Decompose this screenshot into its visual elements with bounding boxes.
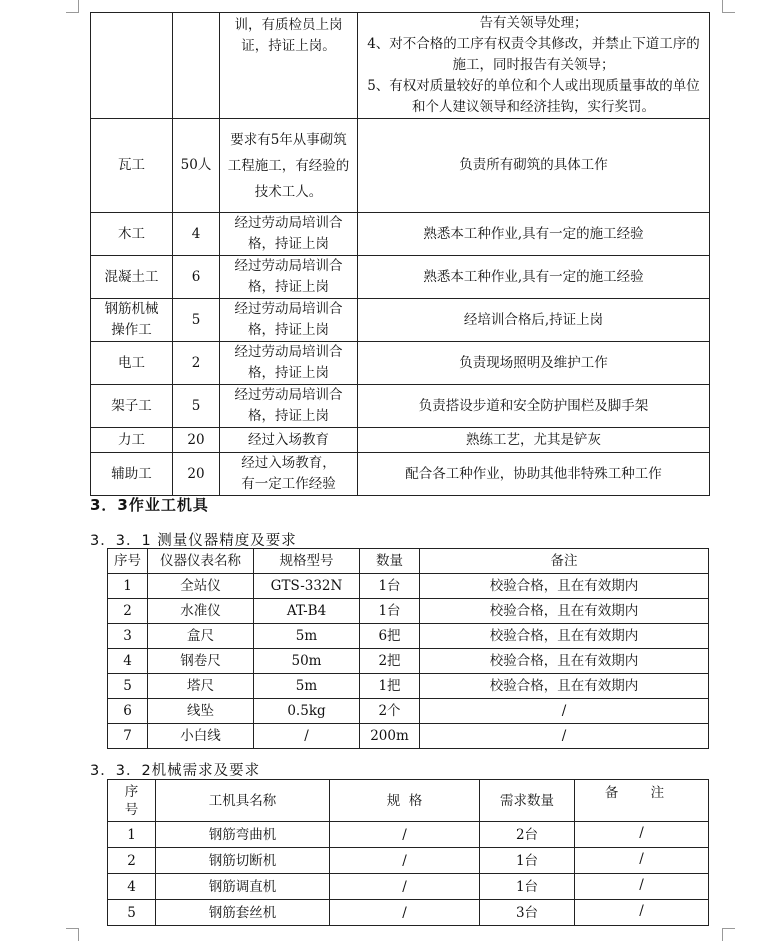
instrument-remark: 校验合格，且在有效期内: [420, 574, 709, 599]
machine-index: 4: [108, 874, 156, 900]
column-header: 备 注: [575, 780, 709, 822]
staff-role: [91, 13, 173, 119]
staff-count: 50人: [173, 119, 220, 213]
instrument-spec: 0.5kg: [254, 699, 360, 724]
staff-role: 混凝土工: [91, 256, 173, 299]
staff-duty: 负责搭设步道和安全防护围栏及脚手架: [358, 385, 710, 428]
machine-spec: /: [330, 848, 480, 874]
staff-duty: 配合各工种作业，协助其他非特殊工种工作: [358, 453, 710, 496]
section-heading: 3．3作业工机具: [90, 496, 209, 514]
page-corner-mark-bottom-right: [722, 928, 735, 941]
staff-count: 5: [173, 299, 220, 342]
instrument-remark: 校验合格，且在有效期内: [420, 674, 709, 699]
instrument-name: 线坠: [148, 699, 254, 724]
table-row: [108, 599, 709, 624]
staff-count: 20: [173, 453, 220, 496]
staff-role: 木工: [91, 213, 173, 256]
table-row: [91, 385, 710, 428]
table-row: [91, 342, 710, 385]
subsection-heading-machinery: 3．3．2机械需求及要求: [90, 763, 261, 779]
instrument-remark: 校验合格，且在有效期内: [420, 599, 709, 624]
machine-spec: /: [330, 822, 480, 848]
machine-quantity: 3台: [480, 900, 575, 926]
column-header: 序 号: [108, 780, 156, 822]
machine-index: 2: [108, 848, 156, 874]
instrument-index: 3: [108, 624, 148, 649]
instrument-index: 5: [108, 674, 148, 699]
column-header: 规格型号: [254, 549, 360, 574]
machine-quantity: 1台: [480, 848, 575, 874]
machine-quantity: 2台: [480, 822, 575, 848]
instrument-name: 水准仪: [148, 599, 254, 624]
table-row: [108, 900, 709, 926]
instrument-spec: /: [254, 724, 360, 749]
table-row: [108, 724, 709, 749]
staff-qualification: 经过劳动局培训合 格，持证上岗: [220, 385, 358, 428]
column-header: 备注: [420, 549, 709, 574]
instrument-name: 全站仪: [148, 574, 254, 599]
instrument-remark: /: [420, 699, 709, 724]
subsection-heading-instruments: 3．3．1 测量仪器精度及要求: [90, 533, 297, 549]
machine-remark: /: [575, 822, 709, 848]
instrument-quantity: 200m: [360, 724, 420, 749]
staff-duty: 负责所有砌筑的具体工作: [358, 119, 710, 213]
table-row: [91, 119, 710, 213]
staff-role: 力工: [91, 428, 173, 453]
instrument-remark: /: [420, 724, 709, 749]
table-row: [91, 13, 710, 119]
page-corner-mark-top-right: [722, 0, 735, 13]
table-header-row: [108, 780, 709, 822]
table-row: [108, 874, 709, 900]
column-header: 需求数量: [480, 780, 575, 822]
machine-spec: /: [330, 900, 480, 926]
table-row: [108, 822, 709, 848]
staff-count: 20: [173, 428, 220, 453]
instrument-remark: 校验合格，且在有效期内: [420, 649, 709, 674]
instrument-quantity: 2把: [360, 649, 420, 674]
instrument-remark: 校验合格，且在有效期内: [420, 624, 709, 649]
machine-index: 1: [108, 822, 156, 848]
instrument-name: 小白线: [148, 724, 254, 749]
staff-duty: 告有关领导处理； 4、对不合格的工序有权责令其修改，并禁止下道工序的 施工，同时报告有关领导； 5、有权对质量较好的单位和个人或出现质量事故的单位 和个人建议领导和经济挂钩，实行奖罚。: [358, 13, 710, 119]
table-row: [108, 674, 709, 699]
instrument-quantity: 1台: [360, 599, 420, 624]
table-row: [91, 256, 710, 299]
staff-duty: 经培训合格后,持证上岗: [358, 299, 710, 342]
instrument-index: 2: [108, 599, 148, 624]
instrument-spec: 5m: [254, 674, 360, 699]
table-row: [108, 624, 709, 649]
instrument-quantity: 1台: [360, 574, 420, 599]
instrument-quantity: 2个: [360, 699, 420, 724]
table-row: [108, 848, 709, 874]
table-row: [108, 699, 709, 724]
staff-role: 钢筋机械 操作工: [91, 299, 173, 342]
instrument-spec: GTS-332N: [254, 574, 360, 599]
instrument-index: 1: [108, 574, 148, 599]
machine-name: 钢筋切断机: [156, 848, 330, 874]
column-header: 数量: [360, 549, 420, 574]
machine-remark: /: [575, 900, 709, 926]
machine-table: [107, 779, 709, 926]
instrument-quantity: 1把: [360, 674, 420, 699]
instrument-name: 盒尺: [148, 624, 254, 649]
instrument-index: 7: [108, 724, 148, 749]
machine-index: 5: [108, 900, 156, 926]
machine-name: 钢筋调直机: [156, 874, 330, 900]
staff-duty: 熟练工艺，尤其是铲灰: [358, 428, 710, 453]
machine-spec: /: [330, 874, 480, 900]
page-corner-mark-bottom-left: [66, 928, 79, 941]
table-row: [108, 574, 709, 599]
staff-qualification: 经过劳动局培训合 格，持证上岗: [220, 342, 358, 385]
table-header-row: [108, 549, 709, 574]
staff-duty: 负责现场照明及维护工作: [358, 342, 710, 385]
staff-qualification: 经过劳动局培训合 格，持证上岗: [220, 299, 358, 342]
staff-count: 5: [173, 385, 220, 428]
staff-role: 瓦工: [91, 119, 173, 213]
machine-quantity: 1台: [480, 874, 575, 900]
column-header: 仪器仪表名称: [148, 549, 254, 574]
instrument-quantity: 6把: [360, 624, 420, 649]
page-corner-mark-top-left: [66, 0, 79, 13]
table-row: [91, 213, 710, 256]
table-row: [108, 649, 709, 674]
column-header: 序号: [108, 549, 148, 574]
instrument-table: [107, 548, 709, 749]
machine-name: 钢筋套丝机: [156, 900, 330, 926]
column-header: 规 格: [330, 780, 480, 822]
staff-role: 电工: [91, 342, 173, 385]
staff-duty: 熟悉本工种作业,具有一定的施工经验: [358, 256, 710, 299]
staff-qualification: 经过劳动局培训合 格，持证上岗: [220, 256, 358, 299]
machine-remark: /: [575, 848, 709, 874]
machine-remark: /: [575, 874, 709, 900]
table-row: [91, 453, 710, 496]
machine-name: 钢筋弯曲机: [156, 822, 330, 848]
staff-count: 4: [173, 213, 220, 256]
instrument-index: 4: [108, 649, 148, 674]
column-header: 工机具名称: [156, 780, 330, 822]
staff-qualification: 要求有5年从事砌筑 工程施工，有经验的 技术工人。: [220, 119, 358, 213]
table-row: [91, 299, 710, 342]
staff-qualification: 训，有质检员上岗 证，持证上岗。: [220, 13, 358, 119]
staff-table: [90, 12, 710, 496]
staff-qualification: 经过劳动局培训合 格，持证上岗: [220, 213, 358, 256]
staff-qualification: 经过入场教育， 有一定工作经验: [220, 453, 358, 496]
instrument-spec: 50m: [254, 649, 360, 674]
instrument-index: 6: [108, 699, 148, 724]
staff-count: 6: [173, 256, 220, 299]
staff-count: [173, 13, 220, 119]
staff-qualification: 经过入场教育: [220, 428, 358, 453]
instrument-spec: AT-B4: [254, 599, 360, 624]
staff-role: 辅助工: [91, 453, 173, 496]
staff-count: 2: [173, 342, 220, 385]
staff-role: 架子工: [91, 385, 173, 428]
staff-duty: 熟悉本工种作业,具有一定的施工经验: [358, 213, 710, 256]
instrument-name: 钢卷尺: [148, 649, 254, 674]
instrument-spec: 5m: [254, 624, 360, 649]
instrument-name: 塔尺: [148, 674, 254, 699]
table-row: [91, 428, 710, 453]
